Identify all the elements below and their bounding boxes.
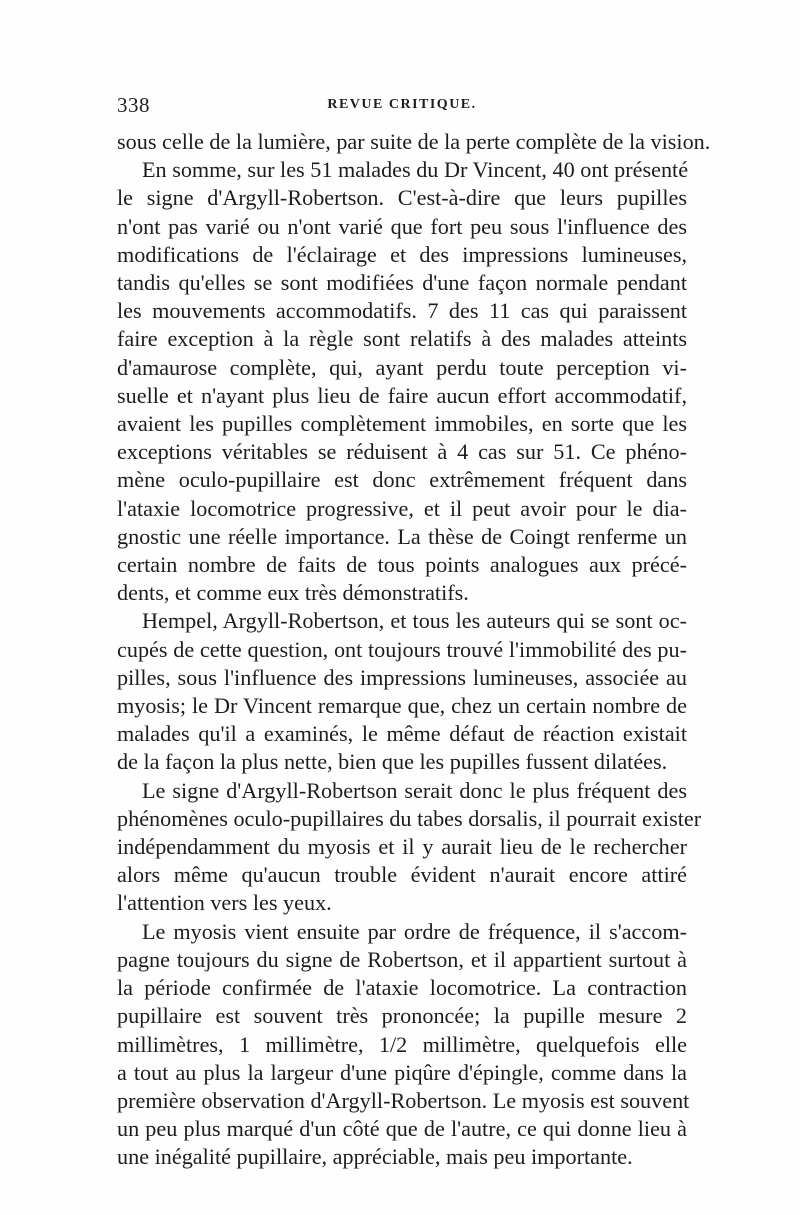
- text-line: la période confirmée de l'ataxie locomotrice. La contraction: [117, 975, 687, 1001]
- paragraph: [117, 128, 711, 156]
- text-line: sous celle de la lumière, par suite de la perte complète de la vision.: [117, 129, 711, 154]
- text-line: le signe d'Argyll-Robertson. C'est-à-dire que leurs pupilles: [117, 185, 687, 211]
- text-line: tandis qu'elles se sont modifiées d'une façon normale pendant: [117, 270, 687, 296]
- text-line: une inégalité pupillaire, appréciable, mais peu importante.: [117, 1144, 633, 1170]
- text-line: exceptions véritables se réduisent à 4 cas sur 51. Ce phéno-: [117, 439, 687, 465]
- text-line: Hempel, Argyll-Robertson, et tous les auteurs qui se sont oc-: [142, 608, 687, 634]
- paragraph: [117, 777, 702, 918]
- text-line: Le signe d'Argyll-Robertson serait donc le plus fréquent des: [142, 777, 687, 803]
- text-line: suelle et n'ayant plus lieu de faire aucun effort accommodatif,: [117, 382, 687, 408]
- text-line: a tout au plus la largeur d'une piqûre d'épingle, comme dans la: [117, 1059, 687, 1085]
- text-line: malades qu'il a examinés, le même défaut de réaction existait: [117, 721, 687, 747]
- text-line: n'ont pas varié ou n'ont varié que fort peu sous l'influence des: [117, 213, 687, 239]
- text-line: l'attention vers les yeux.: [117, 890, 332, 916]
- text-line: En somme, sur les 51 malades du Dr Vincent, 40 ont présenté: [142, 157, 689, 183]
- text-line: première observation d'Argyll-Robertson. Le myosis est souvent: [117, 1087, 690, 1113]
- paragraph: [117, 918, 690, 1172]
- text-line: modifications de l'éclairage et des impressions lumineuses,: [117, 241, 687, 267]
- text-line: pupillaire est souvent très prononcée; la pupille mesure 2: [117, 1003, 687, 1029]
- text-line: avaient les pupilles complètement immobiles, en sorte que les: [117, 411, 687, 437]
- text-line: faire exception à la règle sont relatifs à des malades atteints: [117, 326, 687, 352]
- text-line: cupés de cette question, ont toujours trouvé l'immobilité des pu-: [117, 636, 687, 662]
- text-line: de la façon la plus nette, bien que les pupilles fussent dilatées.: [117, 749, 668, 775]
- text-line: pagne toujours du signe de Robertson, et il appartient surtout à: [117, 946, 687, 972]
- paragraph: [117, 607, 687, 776]
- page-number: 338: [117, 93, 150, 117]
- paragraph: [117, 156, 687, 607]
- text-line: millimètres, 1 millimètre, 1/2 millimètre, quelquefois elle: [117, 1031, 687, 1057]
- running-title: REVUE CRITIQUE.: [327, 97, 477, 112]
- text-line: d'amaurose complète, qui, ayant perdu toute perception vi-: [117, 354, 687, 380]
- text-line: l'ataxie locomotrice progressive, et il peut avoir pour le dia-: [117, 495, 687, 521]
- text-line: gnostic une réelle importance. La thèse de Coingt renferme un: [117, 523, 687, 549]
- text-line: certain nombre de faits de tous points analogues aux précé-: [117, 552, 687, 578]
- text-line: dents, et comme eux très démonstratifs.: [117, 580, 469, 606]
- text-line: myosis; le Dr Vincent remarque que, chez un certain nombre de: [117, 693, 687, 719]
- text-line: alors même qu'aucun trouble évident n'aurait encore attiré: [117, 862, 687, 888]
- text-line: indépendamment du myosis et il y aurait lieu de le rechercher: [117, 834, 687, 860]
- body-text: [117, 128, 711, 1172]
- text-line: phénomènes oculo-pupillaires du tabes dorsalis, il pourrait exister: [117, 805, 702, 831]
- text-line: un peu plus marqué d'un côté que de l'autre, ce qui donne lieu à: [117, 1116, 687, 1142]
- text-line: Le myosis vient ensuite par ordre de fréquence, il s'accom-: [142, 918, 687, 944]
- text-line: mène oculo-pupillaire est donc extrêmement fréquent dans: [117, 467, 687, 493]
- running-head: [117, 93, 687, 119]
- text-line: les mouvements accommodatifs. 7 des 11 cas qui paraissent: [117, 298, 687, 324]
- text-line: pilles, sous l'influence des impressions lumineuses, associée au: [117, 664, 687, 690]
